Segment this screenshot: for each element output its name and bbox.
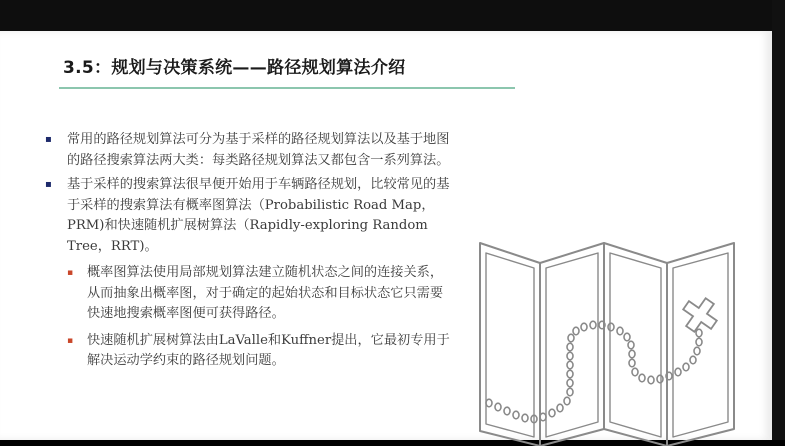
sub-bullet-marker: ▪ bbox=[67, 335, 74, 346]
slide-title: 3.5：规划与决策系统——路径规划算法介绍 bbox=[63, 58, 406, 78]
map-panel bbox=[480, 243, 540, 446]
bullet-item bbox=[45, 175, 455, 372]
sub-bullet-text: 概率图算法使用局部规划算法建立随机状态之间的连接关系，从而抽象出概率图，对于确定的起始状态和目标状态它只需要快速地搜索概率图便可获得路径。 bbox=[87, 265, 444, 321]
bullet-text: 基于采样的搜索算法很早便开始用于车辆路径规划，比较常见的基于采样的搜索算法有概率图算法（Probabilistic Road Map，PRM)和快速随机扩展树算法（Rapidly-exploring Random Tree，RRT)。 bbox=[67, 177, 450, 254]
map-panel bbox=[604, 243, 667, 446]
folded-map-path-icon bbox=[472, 241, 748, 446]
right-scrollbar-edge bbox=[772, 0, 785, 440]
bullet-item bbox=[45, 130, 455, 171]
top-black-bar bbox=[0, 0, 785, 31]
sub-bullet-list bbox=[67, 263, 455, 372]
map-panel-inset bbox=[610, 253, 661, 437]
bullet-text: 常用的路径规划算法可分为基于采样的路径规划算法以及基于地图的路径搜索算法两大类：每类路径规划算法又都包含一系列算法。 bbox=[67, 132, 450, 168]
bullet-marker: ▪ bbox=[45, 134, 52, 145]
sub-bullet-item bbox=[67, 331, 455, 372]
bullet-list bbox=[45, 130, 455, 372]
sub-bullet-text: 快速随机扩展树算法由LaValle和Kuffner提出，它最初专用于解决运动学约束的路径规划问题。 bbox=[87, 332, 450, 368]
target-x-mark-icon bbox=[676, 291, 723, 338]
sub-bullet-marker: ▪ bbox=[67, 268, 74, 278]
presentation-slide bbox=[0, 31, 772, 440]
sub-bullet-item bbox=[67, 263, 455, 325]
title-underline bbox=[59, 87, 515, 89]
dotted-route bbox=[486, 321, 702, 423]
bullet-marker: ▪ bbox=[45, 179, 52, 190]
